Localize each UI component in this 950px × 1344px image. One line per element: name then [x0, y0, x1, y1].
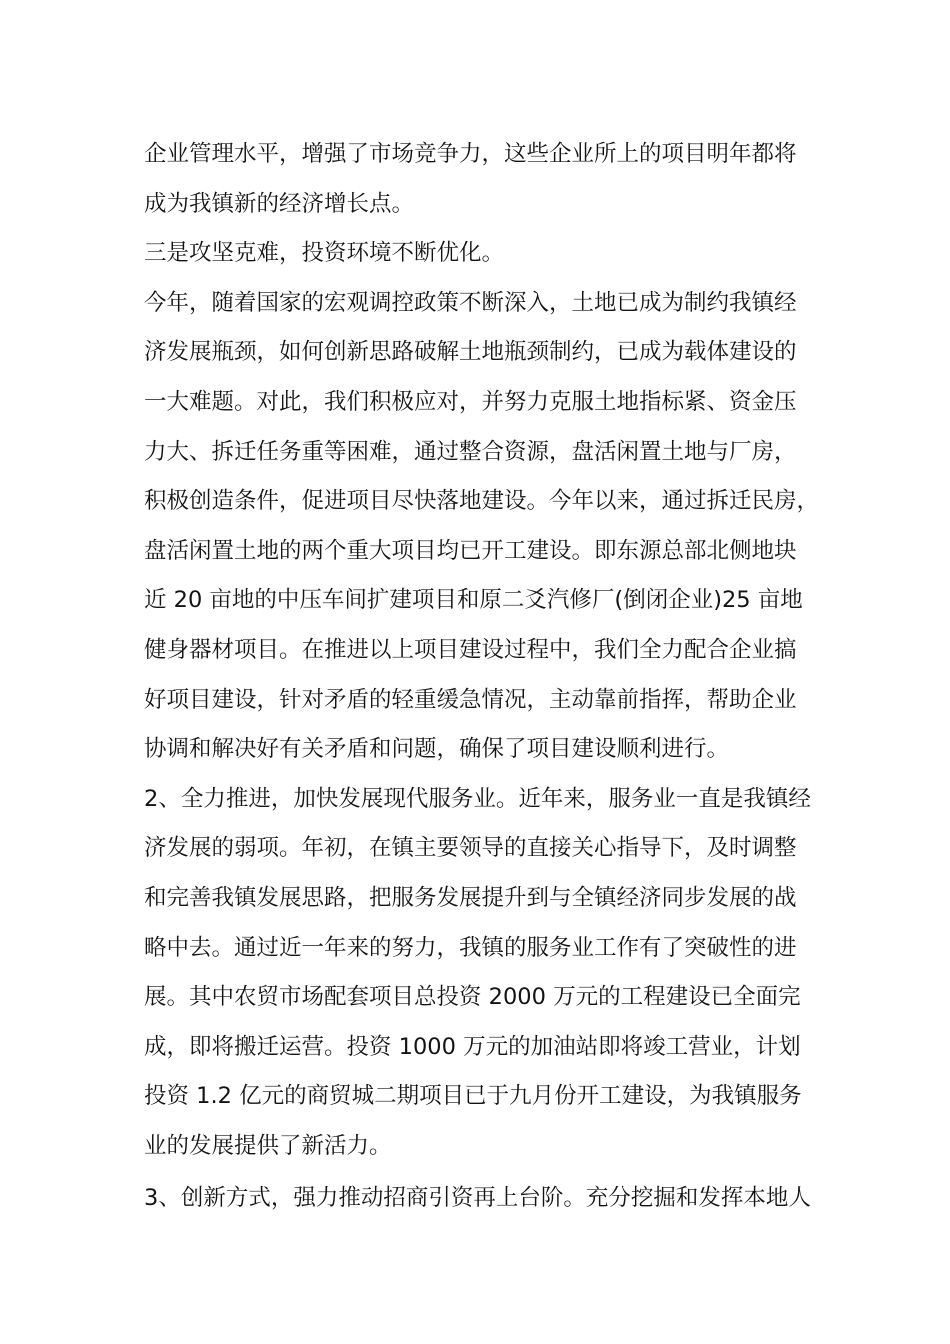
text-line: 近 20 亩地的中压车间扩建项目和原二爻汽修厂(倒闭企业)25 亩地	[144, 587, 803, 614]
text-line: 略中去。通过近一年来的努力，我镇的服务业工作有了突破性的进	[144, 934, 797, 961]
text-line: 成，即将搬迁运营。投资 1000 万元的加油站即将竣工营业，计划	[144, 1033, 801, 1060]
text-line: 积极创造条件，促进项目尽快落地建设。今年以来，通过拆迁民房，	[144, 488, 820, 515]
text-line: 和完善我镇发展思路，把服务发展提升到与全镇经济同步发展的战	[144, 884, 797, 911]
text-line: 业的发展提供了新活力。	[144, 1132, 392, 1159]
text-line: 力大、拆迁任务重等困难，通过整合资源，盘活闲置土地与厂房，	[144, 438, 797, 465]
text-line: 济发展的弱项。年初，在镇主要领导的直接关心指导下，及时调整	[144, 835, 797, 862]
text-line: 展。其中农贸市场配套项目总投资 2000 万元的工程建设已全面完	[144, 984, 801, 1011]
text-line: 好项目建设，针对矛盾的轻重缓急情况，主动靠前指挥，帮助企业	[144, 686, 797, 713]
text-line: 成为我镇新的经济增长点。	[144, 190, 415, 217]
text-line: 投资 1.2 亿元的商贸城二期项目已于九月份开工建设，为我镇服务	[144, 1083, 802, 1110]
text-line: 盘活闲置土地的两个重大项目均已开工建设。即东源总部北侧地块	[144, 537, 797, 564]
text-line: 企业管理水平，增强了市场竞争力，这些企业所上的项目明年都将	[144, 141, 797, 167]
text-line: 健身器材项目。在推进以上项目建设过程中，我们全力配合企业搞	[144, 636, 797, 663]
text-line: 2、全力推进，加快发展现代服务业。近年来，服务业一直是我镇经	[144, 785, 811, 812]
text-line: 济发展瓶颈，如何创新思路破解土地瓶颈制约，已成为载体建设的	[144, 339, 797, 366]
text-line: 协调和解决好有关矛盾和问题，确保了项目建设顺利进行。	[144, 736, 730, 763]
document-body	[144, 130, 824, 1224]
section-heading: 三是攻坚克难，投资环境不断优化。	[144, 240, 505, 267]
text-line: 今年，随着国家的宏观调控政策不断深入，土地已成为制约我镇经	[144, 289, 797, 316]
text-line: 一大难题。对此，我们积极应对，并努力克服土地指标紧、资金压	[144, 388, 797, 415]
text-line: 3、创新方式，强力推动招商引资再上台阶。充分挖掘和发挥本地人	[144, 1185, 811, 1212]
